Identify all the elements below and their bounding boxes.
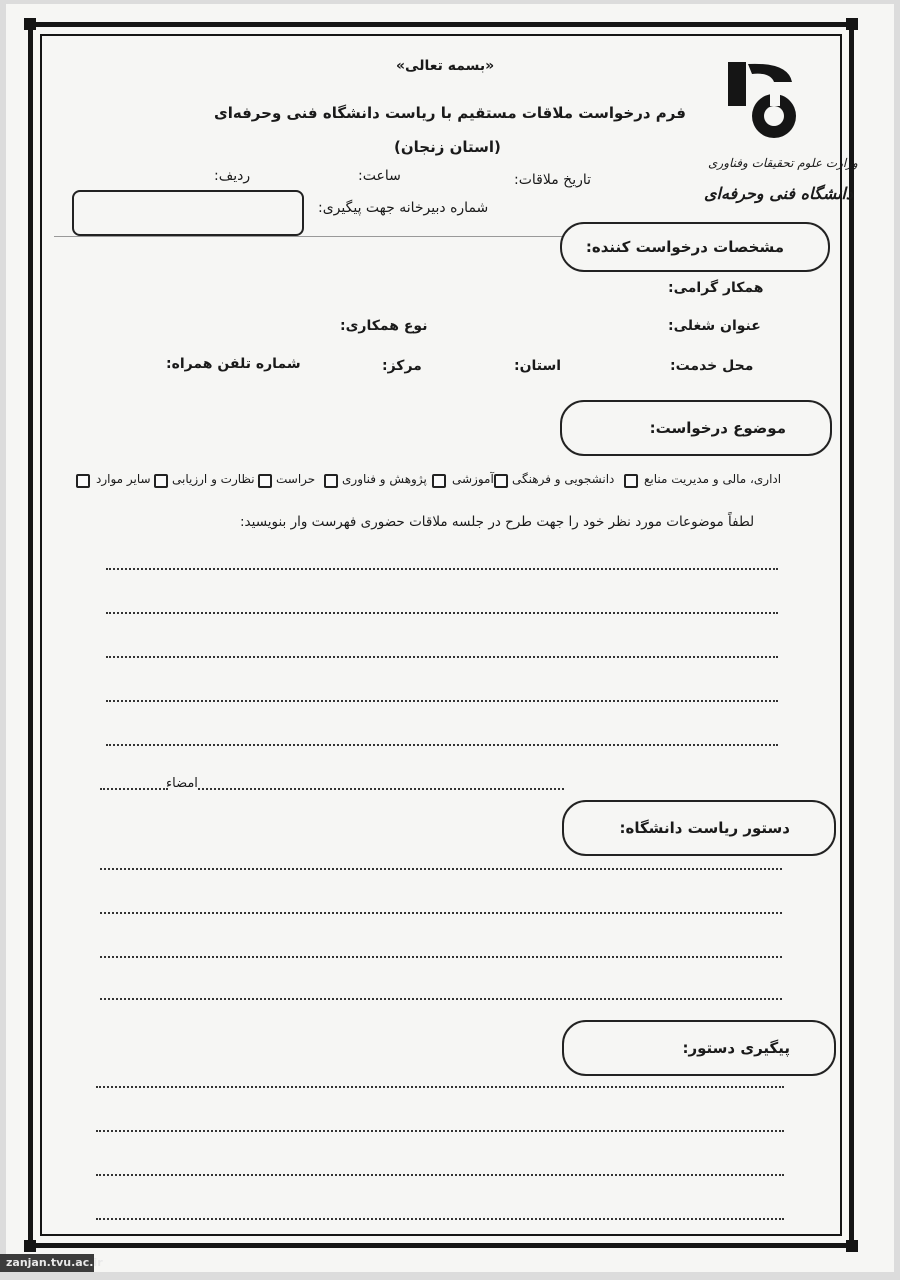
subject-section-title: موضوع درخواست: bbox=[649, 419, 786, 437]
applicant-section-title: مشخصات درخواست کننده: bbox=[585, 238, 784, 256]
signature-line bbox=[198, 788, 564, 790]
option-label: سایر موارد bbox=[96, 472, 151, 486]
signature-line[interactable] bbox=[100, 788, 168, 790]
applicant-section-header bbox=[560, 222, 830, 272]
followup-section-header bbox=[562, 1020, 836, 1076]
write-line[interactable] bbox=[106, 568, 778, 570]
university-logo bbox=[722, 58, 804, 148]
job-title-label: عنوان شغلی: bbox=[668, 318, 761, 334]
watermark-tag: zanjan.tvu.ac.ir bbox=[0, 1254, 94, 1272]
tracking-number-label: شماره دبیرخانه جهت پیگیری: bbox=[318, 200, 489, 216]
option-label: آموزشی bbox=[452, 472, 494, 486]
option-checkbox-other[interactable] bbox=[76, 474, 90, 488]
logo-emblem-icon bbox=[722, 58, 804, 148]
tracking-number-box[interactable] bbox=[72, 190, 304, 236]
directive-section-header bbox=[562, 800, 836, 856]
write-line[interactable] bbox=[100, 912, 782, 914]
write-line[interactable] bbox=[96, 1218, 784, 1220]
followup-section-title: پیگیری دستور: bbox=[682, 1039, 790, 1057]
corner-ornament bbox=[846, 18, 858, 30]
write-line[interactable] bbox=[100, 956, 782, 958]
option-checkbox-security[interactable] bbox=[258, 474, 272, 488]
directive-section-title: دستور ریاست دانشگاه: bbox=[619, 819, 790, 837]
option-label: حراست bbox=[276, 472, 316, 486]
divider bbox=[54, 236, 570, 237]
option-checkbox-student[interactable] bbox=[494, 474, 508, 488]
logo-ministry-text: وزارت علوم تحقیقات وفناوری bbox=[708, 156, 858, 170]
write-line[interactable] bbox=[96, 1086, 784, 1088]
write-line[interactable] bbox=[96, 1174, 784, 1176]
cooperation-type-label: نوع همکاری: bbox=[340, 318, 428, 334]
option-label: اداری، مالی و مدیریت منابع bbox=[644, 472, 782, 486]
meeting-date-label: تاریخ ملاقات: bbox=[514, 172, 592, 188]
subject-section-header bbox=[560, 400, 832, 456]
option-checkbox-education[interactable] bbox=[432, 474, 446, 488]
write-line[interactable] bbox=[106, 744, 778, 746]
logo-university-text: دانشگاه فنی وحرفه‌ای bbox=[704, 184, 853, 203]
option-checkbox-research[interactable] bbox=[324, 474, 338, 488]
corner-ornament bbox=[24, 18, 36, 30]
option-checkbox-administrative[interactable] bbox=[624, 474, 638, 488]
write-line[interactable] bbox=[100, 868, 782, 870]
meeting-time-label: ساعت: bbox=[358, 168, 401, 184]
option-checkbox-evaluation[interactable] bbox=[154, 474, 168, 488]
center-label: مرکز: bbox=[382, 358, 422, 374]
corner-ornament bbox=[846, 1240, 858, 1252]
write-line[interactable] bbox=[106, 656, 778, 658]
option-label: پژوهش و فناوری bbox=[342, 472, 427, 486]
write-line[interactable] bbox=[106, 700, 778, 702]
workplace-label: محل خدمت: bbox=[670, 358, 754, 374]
option-label: دانشجویی و فرهنگی bbox=[512, 472, 615, 486]
invocation: «بسمه تعالی» bbox=[396, 58, 495, 74]
instruction-text: لطفاً موضوعات مورد نظر خود را جهت طرح در جلسه ملاقات حضوری فهرست وار بنویسید: bbox=[240, 514, 755, 530]
signature-label: امضاء bbox=[166, 776, 198, 791]
option-label: نظارت و ارزیابی bbox=[172, 472, 255, 486]
colleague-label: همکار گرامی: bbox=[668, 280, 764, 296]
mobile-number-label: شماره تلفن همراه: bbox=[166, 356, 301, 372]
write-line[interactable] bbox=[96, 1130, 784, 1132]
province-label: استان: bbox=[514, 358, 562, 374]
form-title: فرم درخواست ملاقات مستقیم با ریاست دانشگاه فنی وحرفه‌ای bbox=[214, 104, 686, 122]
corner-ornament bbox=[24, 1240, 36, 1252]
write-line[interactable] bbox=[100, 998, 782, 1000]
write-line[interactable] bbox=[106, 612, 778, 614]
row-number-label: ردیف: bbox=[214, 168, 251, 184]
form-subtitle: (استان زنجان) bbox=[394, 138, 501, 156]
